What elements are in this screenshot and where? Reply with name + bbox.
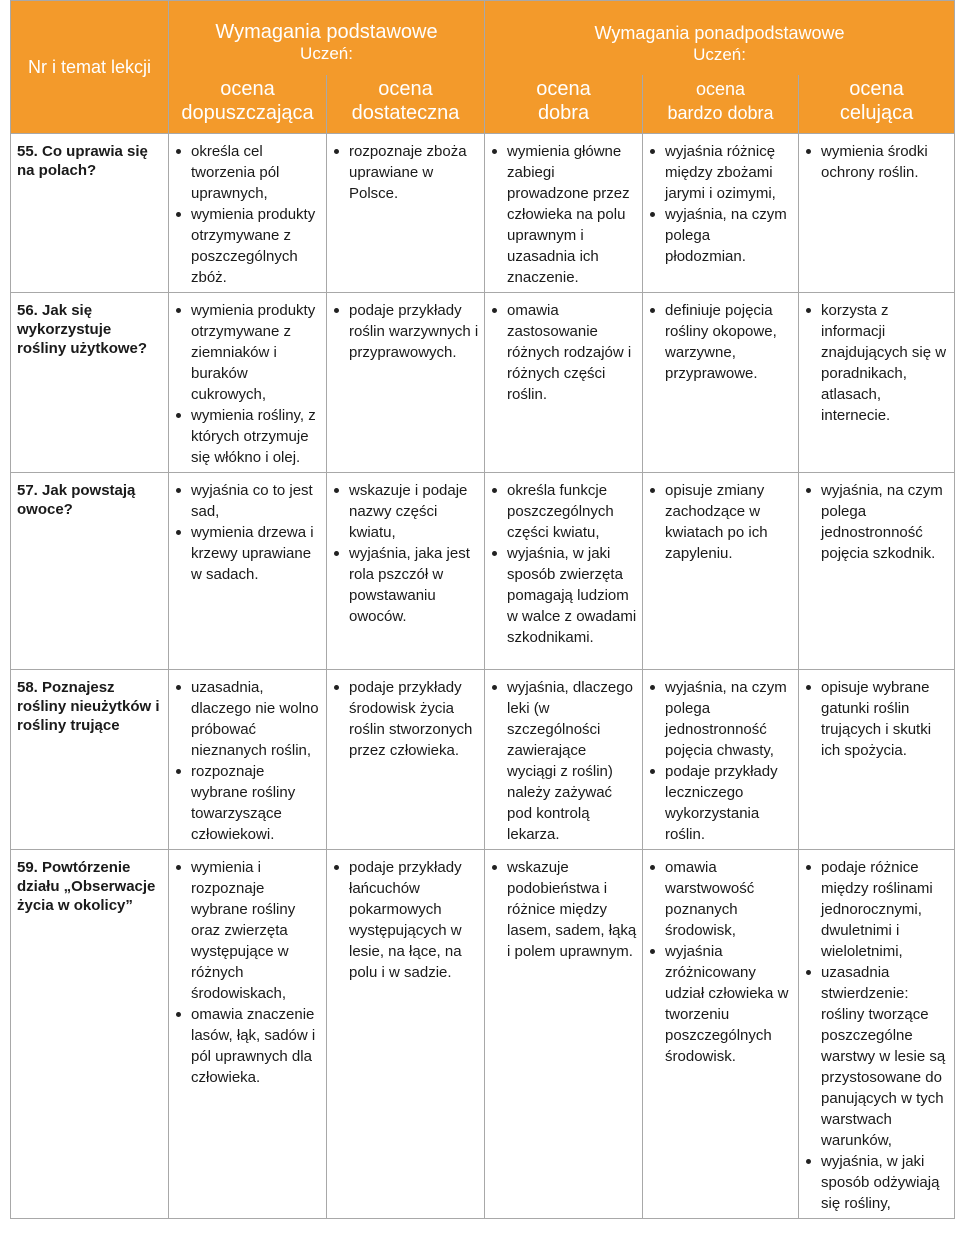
grade-name: dobra <box>537 102 590 124</box>
requirement-item: wyjaśnia, na czym polega jednostronność pojęcia chwasty, <box>647 677 794 761</box>
requirement-cell <box>485 850 643 1219</box>
grade-header-5 <box>799 75 955 134</box>
requirement-item: wyjaśnia, dlaczego leki (w szczególności zawierające wyciągi z roślin) należy zażywać pod kontrolą lekarza. <box>489 677 638 845</box>
requirement-item: wskazuje podobieństwa i różnice między lasem, sadem, łąką i polem uprawnym. <box>489 857 638 962</box>
requirement-list <box>327 473 484 631</box>
requirement-cell <box>643 670 799 850</box>
requirement-list <box>327 134 484 208</box>
requirement-list <box>643 670 798 849</box>
requirement-item: definiuje pojęcia rośliny okopowe, warzywne, przyprawowe. <box>647 300 794 384</box>
requirement-cell <box>799 134 955 293</box>
requirement-cell <box>485 134 643 293</box>
requirement-list <box>799 293 954 430</box>
requirement-list <box>643 473 798 568</box>
basic-requirements-title: Wymagania podstawowe <box>215 21 438 43</box>
requirement-item: omawia warstwowość poznanych środowisk, <box>647 857 794 941</box>
requirement-list <box>643 134 798 271</box>
lesson-topic: 56. Jak się wykorzystuje rośliny użytkowe? <box>11 293 169 473</box>
requirement-item: rozpoznaje zboża uprawiane w Polsce. <box>331 141 480 204</box>
requirement-cell <box>643 850 799 1219</box>
requirement-cell <box>643 473 799 670</box>
requirement-cell <box>327 850 485 1219</box>
requirement-cell <box>327 670 485 850</box>
requirement-cell <box>327 293 485 473</box>
grade-name: dostateczna <box>351 102 460 124</box>
requirement-item: uzasadnia stwierdzenie: rośliny tworzące poszczególne warstwy w lesie są przystosowane do panujących w tych warstwach warunków, <box>803 962 950 1151</box>
requirement-item: wyjaśnia, na czym polega płodozmian. <box>647 204 794 267</box>
requirement-list <box>169 293 326 472</box>
grade-header-3 <box>485 75 643 134</box>
lesson-row <box>11 134 955 293</box>
lesson-row <box>11 293 955 473</box>
requirement-item: wymienia rośliny, z których otrzymuje się włókno i olej. <box>173 405 322 468</box>
requirement-item: podaje różnice między roślinami jednorocznymi, dwuletnimi i wieloletnimi, <box>803 857 950 962</box>
requirement-list <box>485 850 642 966</box>
requirement-cell <box>169 850 327 1219</box>
grade-label: ocena <box>536 78 591 100</box>
lesson-topic: 55. Co uprawia się na polach? <box>11 134 169 293</box>
requirement-item: wyjaśnia, w jaki sposób zwierzęta pomagają ludziom w walce z owadami szkodnikami. <box>489 543 638 648</box>
requirement-list <box>327 293 484 367</box>
requirement-item: wymienia środki ochrony roślin. <box>803 141 950 183</box>
requirement-cell <box>799 670 955 850</box>
requirement-cell <box>169 670 327 850</box>
requirement-cell <box>643 293 799 473</box>
requirement-item: określa funkcje poszczególnych części kwiatu, <box>489 480 638 543</box>
requirement-cell <box>799 293 955 473</box>
requirement-list <box>485 293 642 409</box>
grade-name: dopuszczająca <box>181 102 314 124</box>
grade-label: ocena <box>849 78 904 100</box>
requirement-list <box>799 134 954 187</box>
requirement-list <box>485 670 642 849</box>
requirement-item: wymienia główne zabiegi prowadzone przez człowieka na polu uprawnym i uzasadnia ich znaczenie. <box>489 141 638 288</box>
requirement-item: wymienia produkty otrzymywane z poszczególnych zbóż. <box>173 204 322 288</box>
requirement-cell <box>169 293 327 473</box>
requirement-cell <box>643 134 799 293</box>
requirement-list <box>169 473 326 589</box>
requirement-cell <box>169 473 327 670</box>
requirement-item: wymienia i rozpoznaje wybrane rośliny oraz zwierzęta występujące w różnych środowiskach, <box>173 857 322 1004</box>
requirement-list <box>799 670 954 765</box>
lesson-row <box>11 473 955 670</box>
requirement-list <box>169 670 326 849</box>
grade-label: ocena <box>378 78 433 100</box>
requirement-item: podaje przykłady roślin warzywnych i przyprawowych. <box>331 300 480 363</box>
requirement-item: określa cel tworzenia pól uprawnych, <box>173 141 322 204</box>
requirement-list <box>485 473 642 652</box>
basic-requirements-header <box>169 1 485 76</box>
requirement-list <box>327 850 484 987</box>
requirement-list <box>327 670 484 765</box>
requirement-item: podaje przykłady leczniczego wykorzystania roślin. <box>647 761 794 845</box>
requirement-list <box>643 293 798 388</box>
requirement-cell <box>169 134 327 293</box>
requirement-item: podaje przykłady łańcuchów pokarmowych występujących w lesie, na łące, na polu i w sadzie. <box>331 857 480 983</box>
requirement-cell <box>799 473 955 670</box>
requirement-item: wymienia produkty otrzymywane z ziemniaków i buraków cukrowych, <box>173 300 322 405</box>
lesson-topic: 57. Jak powstają owoce? <box>11 473 169 670</box>
requirement-item: opisuje wybrane gatunki roślin trujących i skutki ich spożycia. <box>803 677 950 761</box>
requirement-item: wyjaśnia zróżnicowany udział człowieka w tworzeniu poszczególnych środowisk. <box>647 941 794 1067</box>
requirements-table <box>10 0 955 1219</box>
requirement-item: wyjaśnia co to jest sad, <box>173 480 322 522</box>
requirement-item: wyjaśnia, na czym polega jednostronność pojęcia szkodnik. <box>803 480 950 564</box>
requirement-list <box>485 134 642 292</box>
grade-name: celująca <box>839 102 914 124</box>
grade-header-4 <box>643 75 799 134</box>
grade-header-1 <box>169 75 327 134</box>
requirement-item: wyjaśnia różnicę między zbożami jarymi i ozimymi, <box>647 141 794 204</box>
grade-label: ocena <box>220 78 275 100</box>
grade-name: bardzo dobra <box>667 103 774 123</box>
requirement-cell <box>485 670 643 850</box>
requirement-cell <box>327 473 485 670</box>
requirement-item: rozpoznaje wybrane rośliny towarzyszące człowiekowi. <box>173 761 322 845</box>
grade-header-2 <box>327 75 485 134</box>
requirement-item: omawia zastosowanie różnych rodzajów i różnych części roślin. <box>489 300 638 405</box>
requirement-list <box>799 850 954 1218</box>
requirement-item: podaje przykłady środowisk życia roślin stworzonych przez człowieka. <box>331 677 480 761</box>
topic-column-header: Nr i temat lekcji <box>11 1 169 134</box>
requirement-list <box>799 473 954 568</box>
requirement-item: wskazuje i podaje nazwy części kwiatu, <box>331 480 480 543</box>
lesson-row <box>11 670 955 850</box>
requirement-list <box>643 850 798 1071</box>
requirement-item: wymienia drzewa i krzewy uprawiane w sadach. <box>173 522 322 585</box>
requirement-item: uzasadnia, dlaczego nie wolno próbować nieznanych roślin, <box>173 677 322 761</box>
requirement-item: omawia znaczenie lasów, łąk, sadów i pól uprawnych dla człowieka. <box>173 1004 322 1088</box>
lesson-topic: 58. Poznajesz rośliny nieużytków i rośliny trujące <box>11 670 169 850</box>
requirement-item: wyjaśnia, w jaki sposób odżywiają się rośliny, <box>803 1151 950 1214</box>
advanced-requirements-title: Wymagania ponadpodstawowe <box>594 23 845 43</box>
lesson-topic: 59. Powtórzenie działu „Obserwacje życia w okolicy” <box>11 850 169 1219</box>
advanced-requirements-sub: Uczeń: <box>693 45 746 64</box>
requirement-cell <box>485 293 643 473</box>
requirement-cell <box>799 850 955 1219</box>
lesson-row <box>11 850 955 1219</box>
requirement-item: wyjaśnia, jaka jest rola pszczół w powstawaniu owoców. <box>331 543 480 627</box>
lesson-rows <box>11 134 955 1219</box>
requirement-list <box>169 134 326 292</box>
basic-requirements-sub: Uczeń: <box>300 44 353 63</box>
grade-label: ocena <box>695 79 746 99</box>
advanced-requirements-header <box>485 1 955 76</box>
requirement-cell <box>327 134 485 293</box>
requirement-item: opisuje zmiany zachodzące w kwiatach po ich zapyleniu. <box>647 480 794 564</box>
requirement-list <box>169 850 326 1092</box>
requirement-item: korzysta z informacji znajdujących się w poradnikach, atlasach, internecie. <box>803 300 950 426</box>
requirement-cell <box>485 473 643 670</box>
